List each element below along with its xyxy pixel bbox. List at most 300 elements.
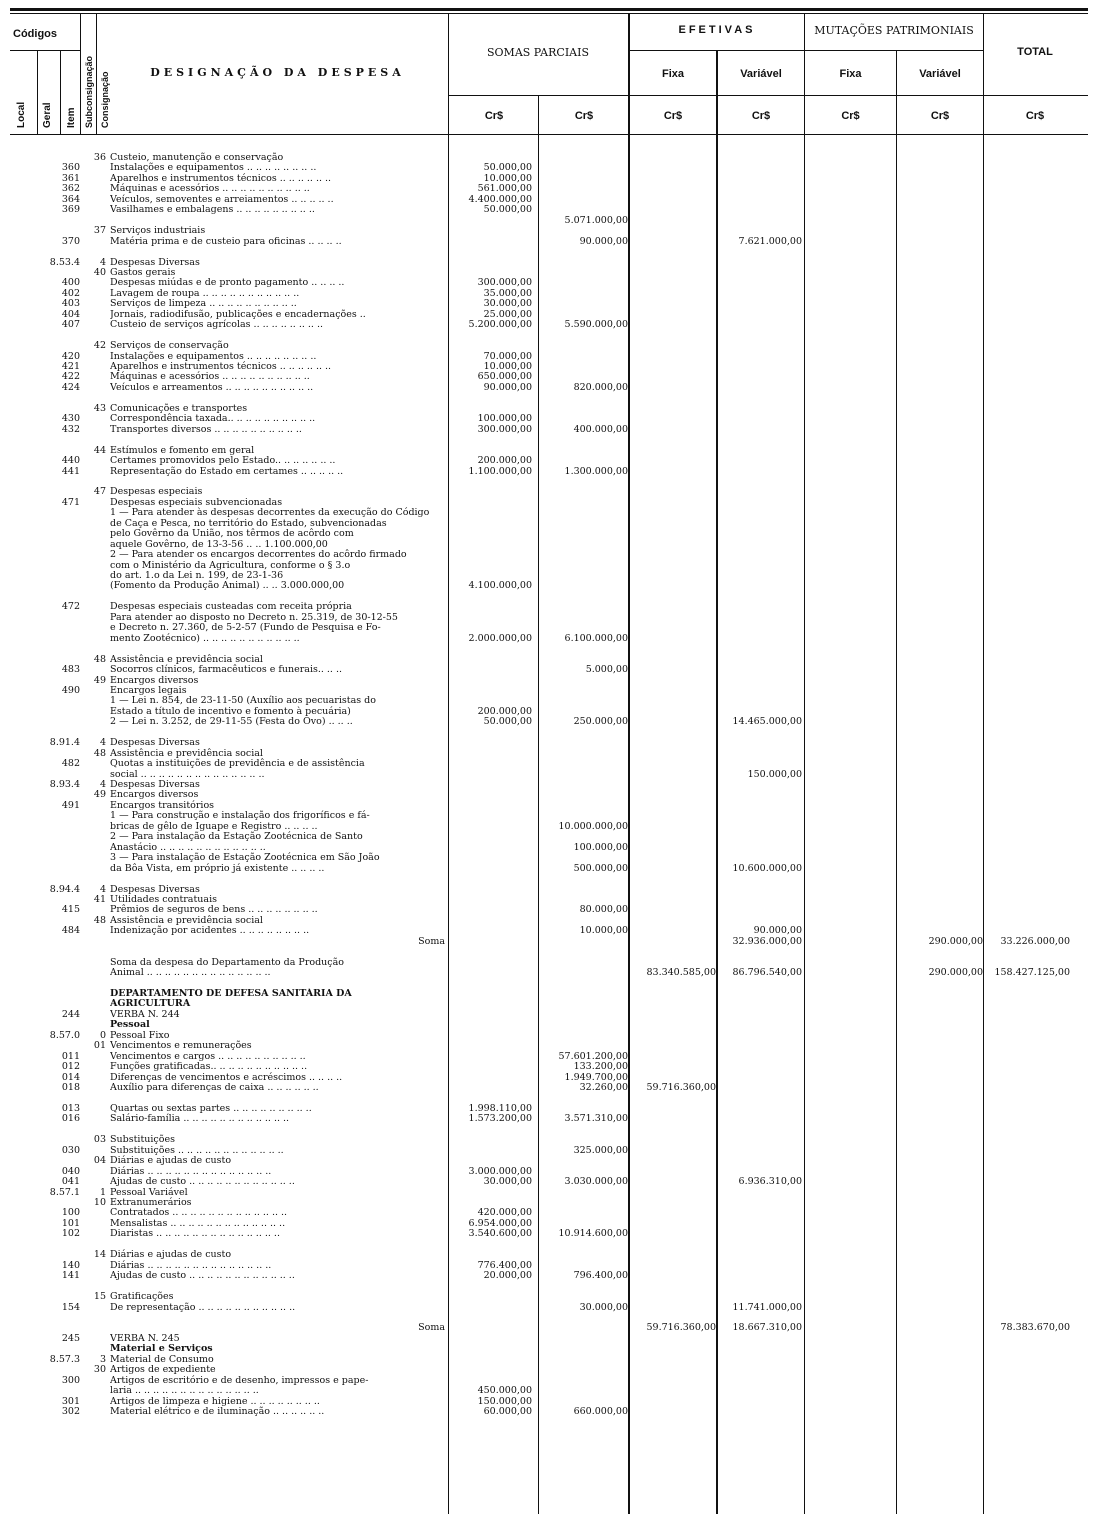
row-item: 01 [93,1040,106,1052]
row-item: 48 [93,914,106,926]
row-desc: Material de Consumo [110,1353,214,1365]
row-v1: 300.000,00 [477,423,532,435]
table-row [0,622,1097,633]
row-item: 4 [99,737,106,749]
row-code: 422 [61,371,80,383]
row-desc: Assistência e previdência social [110,653,263,665]
row-desc: Material e Serviços [110,1343,213,1355]
table-row [0,925,1097,936]
table-row [0,570,1097,581]
header-bottom-rule [10,134,1088,135]
table-row [0,591,1097,602]
row-v1: 50.000,00 [483,162,532,174]
row-desc: Vencimentos e cargos .. .. .. .. .. .. .. .. .. .. [110,1050,306,1062]
table-row [0,392,1097,403]
table-row [0,1082,1097,1093]
table-row [0,1176,1097,1187]
row-code: 430 [61,413,80,425]
row-desc: Artigos de limpeza e higiene .. .. .. .. .. .. .. .. [110,1395,320,1407]
efetivas-header: EFETIVAS [678,24,756,36]
table-row [0,873,1097,884]
row-desc: Aparelhos e instrumentos técnicos .. .. .. .. .. .. [110,172,332,184]
efetivas-fixa-header: Fixa [661,68,684,80]
row-v1: 776.400,00 [477,1259,532,1271]
row-item: 47 [93,486,106,498]
table-row [0,445,1097,456]
table-row [0,486,1097,497]
mutacoes-header: MUTAÇÕES PATRIMONIAIS [814,24,974,37]
row-v4: 18.667.310,00 [732,1322,802,1334]
row-desc: Máquinas e acessórios .. .. .. .. .. .. .. .. .. .. [110,183,310,195]
row-desc: Custeio de serviços agrícolas .. .. .. .. .. .. .. .. [110,319,323,331]
row-v2: 1.949.700,00 [564,1071,628,1083]
row-v4: 6.936.310,00 [738,1176,802,1188]
row-item: 15 [93,1291,106,1303]
row-code: 100 [61,1207,80,1219]
row-desc: Aparelhos e instrumentos técnicos .. .. .. .. .. .. [110,361,332,372]
table-row [0,936,1097,947]
row-v1: 3.000.000,00 [468,1165,532,1177]
table-row [0,236,1097,247]
item-header: Item [66,107,77,128]
currency-label: Cr$ [930,110,950,122]
table-row [0,1218,1097,1229]
row-desc: De representação .. .. .. .. .. .. .. .. .. .. .. [110,1301,296,1313]
row-desc: Gastos gerais [110,266,176,278]
row-v2: 796.400,00 [573,1270,628,1282]
row-code: 424 [61,381,80,393]
row-desc: Vencimentos e remunerações [110,1040,252,1052]
row-code: 370 [61,235,80,247]
row-code: 140 [61,1259,80,1271]
table-row [0,695,1097,706]
row-v1: 561.000,00 [477,183,532,195]
row-code: 364 [61,193,80,205]
row-v1: 5.200.000,00 [468,319,532,331]
table-row [0,946,1097,957]
row-desc: Serviços industriais [110,225,206,237]
col-rule [37,50,38,134]
row-code: 030 [61,1144,80,1156]
row-desc: Utilidades contratuais [110,893,217,905]
row-desc: Comunicações e transportes [110,402,248,414]
row-v2: 32.260,00 [579,1082,628,1094]
row-desc: Contratados .. .. .. .. .. .. .. .. .. .. .. .. .. [110,1207,288,1219]
row-desc: da Bôa Vista, em próprio já existente .. .. .. .. [110,862,325,874]
row-desc: com o Ministério da Agricultura, conforme o § 3.o [110,559,351,571]
row-desc: Custeio, manutenção e conservação [110,152,284,163]
row-v1: 1.573.200,00 [468,1113,532,1125]
row-code: 8.53.4 [49,256,80,268]
row-code: 8.91.4 [49,737,80,749]
row-v1: 6.954.000,00 [468,1217,532,1229]
local-header: Local [16,101,27,128]
row-code: 8.57.3 [49,1353,80,1365]
row-desc: Pessoal Fixo [110,1029,170,1041]
table-row [0,549,1097,560]
row-desc: e Decreto n. 27.360, de 5-2-57 (Fundo de Pesquisa e Fo- [110,622,381,634]
table-row [0,1228,1097,1239]
table-row [0,852,1097,863]
row-desc: Estado a título de incentivo e fomento à pecuária) [110,705,351,717]
row-v2: 30.000,00 [579,1301,628,1313]
row-code: 402 [61,287,80,299]
table-row [0,267,1097,278]
row-v1: 300.000,00 [477,277,532,289]
row-v1: 2.000.000,00 [468,632,532,644]
row-desc: Diárias e ajudas de custo [110,1155,232,1167]
row-desc: Vasilhames e embalagens .. .. .. .. .. .. .. .. .. [110,204,315,216]
table-row [0,601,1097,612]
table-row [0,225,1097,236]
row-v3: 83.340.585,00 [646,967,716,979]
row-desc: Diárias .. .. .. .. .. .. .. .. .. .. .. .. .. .. [110,1259,272,1271]
row-desc: Soma [418,935,445,947]
row-code: 014 [61,1071,80,1083]
row-desc: Quotas a instituições de previdência e de assistência [110,758,365,770]
row-item: 42 [93,340,106,352]
somas-parciais-header: SOMAS PARCIAIS [487,46,589,59]
table-row [0,434,1097,445]
row-item: 30 [93,1364,106,1376]
row-desc: Máquinas e acessórios .. .. .. .. .. .. .. .. .. .. [110,371,310,383]
row-code: 154 [61,1301,80,1313]
table-row [0,789,1097,800]
row-desc: Quartas ou sextas partes .. .. .. .. .. .. .. .. .. [110,1102,312,1114]
row-desc: Despesas Diversas [110,779,200,790]
table-row [0,1145,1097,1156]
row-v1: 1.100.000,00 [468,465,532,477]
row-v2: 90.000,00 [579,235,628,247]
row-v2: 10.000,00 [579,925,628,937]
row-code: 102 [61,1228,80,1240]
row-item: 44 [93,444,106,456]
row-v7: 78.383.670,00 [1000,1322,1070,1334]
row-code: 016 [61,1113,80,1125]
table-row [0,413,1097,424]
row-desc: Veículos e arreamentos .. .. .. .. .. .. .. .. .. .. [110,381,314,393]
row-v1: 20.000,00 [483,1270,532,1282]
table-row [0,1197,1097,1208]
row-code: 361 [61,172,80,184]
row-code: 362 [61,183,80,195]
row-desc: pelo Govêrno da União, nos têrmos de acôrdo com [110,528,354,540]
row-code: 404 [61,308,80,320]
table-row [0,1166,1097,1177]
row-v7: 33.226.000,00 [1000,935,1070,947]
row-v3: 59.716.360,00 [646,1082,716,1094]
row-desc: Serviços de conservação [110,340,229,352]
row-v4: 150.000,00 [747,768,802,780]
table-row [0,340,1097,351]
row-code: 8.94.4 [49,883,80,895]
row-v1: 420.000,00 [477,1207,532,1219]
row-code: 403 [61,298,80,310]
row-desc: DEPARTAMENTO DE DEFESA SANITÁRIA DA [110,988,352,999]
row-code: 013 [61,1102,80,1114]
table-row [0,988,1097,999]
table-row [0,215,1097,226]
table-row [0,1302,1097,1313]
table-row [0,528,1097,539]
row-desc: 1 — Lei n. 854, de 23-11-50 (Auxílio aos pecuaristas do [110,695,376,707]
row-v6: 290.000,00 [928,967,983,979]
row-item: 36 [93,152,106,163]
table-row [0,821,1097,832]
row-desc: Encargos transitórios [110,799,215,811]
row-v4: 14.465.000,00 [732,716,802,728]
table-row [0,277,1097,288]
row-v4: 90.000,00 [753,925,802,937]
row-desc: Ajudas de custo .. .. .. .. .. .. .. .. .. .. .. .. [110,1176,295,1188]
row-v4: 10.600.000,00 [732,862,802,874]
currency-label: Cr$ [663,110,683,122]
row-v2: 5.590.000,00 [564,319,628,331]
table-row [0,685,1097,696]
row-v1: 150.000,00 [477,1395,532,1407]
row-desc: VERBA N. 244 [110,1008,180,1020]
table-row [0,1207,1097,1218]
row-desc: VERBA N. 245 [110,1332,180,1344]
table-row [0,1354,1097,1365]
row-v1: 90.000,00 [483,381,532,393]
table-row [0,957,1097,968]
table-row [0,1187,1097,1198]
row-desc: Jornais, radiodifusão, publicações e encadernações .. [110,308,366,320]
row-desc: Salário-família .. .. .. .. .. .. .. .. .. .. .. .. [110,1113,290,1125]
table-row [0,998,1097,1009]
row-desc: 2 — Para instalação da Estação Zootécnica de Santo [110,831,363,843]
row-desc: de Caça e Pesca, no território do Estado, subvencionadas [110,517,387,529]
row-v1: 10.000,00 [483,172,532,184]
row-desc: Gratificações [110,1291,174,1303]
table-row [0,382,1097,393]
row-item: 43 [93,402,106,414]
table-row [0,831,1097,842]
row-item: 4 [99,883,106,895]
table-row [0,1312,1097,1323]
row-desc: Artigos de escritório e de desenho, impressos e pape- [110,1374,369,1386]
row-desc: Matéria prima e de custeio para oficinas .. .. .. .. [110,235,342,247]
row-desc: Diferenças de vencimentos e acréscimos .. .. .. .. [110,1071,343,1083]
table-row [0,173,1097,184]
table-row [0,246,1097,257]
top-rule [10,8,1088,11]
row-code: 012 [61,1061,80,1073]
table-row [0,904,1097,915]
table-row [0,675,1097,686]
table-row [0,1375,1097,1386]
row-desc: Despesas especiais [110,486,203,498]
row-desc: Mensalistas .. .. .. .. .. .. .. .. .. .. .. .. .. [110,1217,286,1229]
row-desc: social .. .. .. .. .. .. .. .. .. .. .. .. .. .. [110,768,265,780]
row-v4: 7.621.000,00 [738,235,802,247]
row-v7: 158.427.125,00 [994,967,1070,979]
row-desc: Despesas Diversas [110,737,200,749]
row-desc: Indenização por acidentes .. .. .. .. .. .. .. .. [110,925,310,937]
table-row [0,539,1097,550]
row-code: 245 [61,1332,80,1344]
row-desc: Diárias e ajudas de custo [110,1249,232,1261]
row-item: 1 [99,1186,106,1198]
row-desc: Assistência e previdência social [110,914,263,926]
row-desc: do art. 1.o da Lei n. 199, de 23-1-36 [110,570,284,581]
row-v2: 5.071.000,00 [564,214,628,226]
row-v2: 1.300.000,00 [564,465,628,477]
row-v1: 25.000,00 [483,308,532,320]
table-row [0,633,1097,644]
row-desc: Serviços de limpeza .. .. .. .. .. .. .. .. .. .. [110,298,297,310]
table-row [0,1155,1097,1166]
row-v2: 57.601.200,00 [558,1050,628,1062]
row-desc: Encargos diversos [110,789,199,801]
row-v2: 100.000,00 [573,841,628,853]
row-desc: Ajudas de custo .. .. .. .. .. .. .. .. .. .. .. .. [110,1270,295,1282]
row-v1: 30.000,00 [483,298,532,310]
row-code: 421 [61,361,80,372]
table-row [0,162,1097,173]
currency-label: Cr$ [1025,110,1045,122]
row-code: 244 [61,1008,80,1020]
row-desc: 1 — Para construção e instalação dos frigoríficos e fá- [110,810,370,822]
table-row [0,978,1097,989]
row-desc: Despesas miúdas e de pronto pagamento .. .. .. .. [110,277,345,289]
row-item: 49 [93,674,106,686]
table-row [0,257,1097,268]
row-v1: 200.000,00 [477,455,532,467]
row-desc: Pessoal Variável [110,1186,188,1198]
table-row [0,183,1097,194]
table-row [0,779,1097,790]
table-row [0,476,1097,487]
table-row [0,706,1097,717]
table-row [0,884,1097,895]
row-code: 490 [61,684,80,696]
table-row [0,716,1097,727]
mutacoes-variavel-header: Variável [919,68,961,80]
row-desc: mento Zootécnico) .. .. .. .. .. .. .. .. .. .. .. [110,632,300,644]
mutacoes-fixa-header: Fixa [839,68,862,80]
table-row [0,507,1097,518]
row-v2: 820.000,00 [573,381,628,393]
table-row [0,152,1097,163]
currency-label: Cr$ [484,110,504,122]
row-desc: Instalações e equipamentos .. .. .. .. .. .. .. .. [110,350,317,362]
total-header: TOTAL [1017,46,1053,58]
table-row [0,654,1097,665]
table-row [0,371,1097,382]
row-code: 491 [61,799,80,811]
table-row [0,288,1097,299]
row-desc: Substituições .. .. .. .. .. .. .. .. .. .. .. .. [110,1144,284,1156]
row-v1: 70.000,00 [483,350,532,362]
row-desc: Despesas especiais subvencionadas [110,496,283,508]
row-code: 415 [61,904,80,916]
table-row [0,204,1097,215]
table-row [0,737,1097,748]
row-v2: 6.100.000,00 [564,632,628,644]
row-v2: 3.571.310,00 [564,1113,628,1125]
row-code: 8.57.1 [49,1186,80,1198]
row-item: 37 [93,225,106,237]
row-v1: 100.000,00 [477,413,532,425]
hdr-rule [628,50,983,51]
row-desc: Certames promovidos pelo Estado.. .. .. .. .. .. .. [110,455,336,467]
table-row [0,1103,1097,1114]
table-row [0,1249,1097,1260]
row-item: 14 [93,1249,106,1261]
designacao-header: DESIGNAÇÃO DA DESPESA [150,66,405,79]
codigos-header: Códigos [13,28,57,40]
row-item: 40 [93,266,106,278]
table-row [0,800,1097,811]
row-desc: Despesas Diversas [110,883,200,895]
row-item: 04 [93,1155,106,1167]
row-code: 011 [61,1050,80,1062]
table-row [0,1124,1097,1135]
row-code: 301 [61,1395,80,1407]
row-desc: Assistência e previdência social [110,747,263,759]
row-desc: laria .. .. .. .. .. .. .. .. .. .. .. .. .. .. [110,1385,259,1397]
table-row [0,1333,1097,1344]
row-v2: 325.000,00 [573,1144,628,1156]
geral-header: Geral [42,102,53,128]
table-row [0,194,1097,205]
row-code: 369 [61,204,80,216]
row-desc: Funções gratificadas.. .. .. .. .. .. .. .. .. .. .. [110,1061,308,1073]
row-v1: 650.000,00 [477,371,532,383]
row-desc: 2 — Lei n. 3.252, de 29-11-55 (Festa do Ovo) .. .. .. [110,716,353,728]
col-rule [60,50,61,134]
table-row [0,1093,1097,1104]
row-desc: Encargos legais [110,684,187,696]
row-code: 141 [61,1270,80,1282]
row-code: 440 [61,455,80,467]
table-row [0,1239,1097,1250]
row-desc: Despesas especiais custeadas com receita própria [110,601,352,613]
row-code: 420 [61,350,80,362]
row-code: 472 [61,601,80,613]
table-row [0,1061,1097,1072]
table-row [0,560,1097,571]
row-v1: 30.000,00 [483,1176,532,1188]
table-row [0,1134,1097,1145]
table-row [0,1009,1097,1020]
row-desc: Correspondência taxada.. .. .. .. .. .. .. .. .. .. [110,413,316,425]
row-desc: Estímulos e fomento em geral [110,444,255,456]
row-code: 360 [61,162,80,174]
row-item: 48 [93,653,106,665]
table-row [0,863,1097,874]
currency-label: Cr$ [574,110,594,122]
row-code: 101 [61,1217,80,1229]
row-v1: 4.100.000,00 [468,580,532,592]
row-code: 483 [61,664,80,676]
row-v1: 200.000,00 [477,705,532,717]
table-row [0,1364,1097,1375]
row-item: 3 [99,1353,106,1365]
row-v4: 86.796.540,00 [732,967,802,979]
row-item: 0 [99,1029,106,1041]
row-v2: 5.000,00 [585,664,628,676]
row-v1: 50.000,00 [483,204,532,216]
row-code: 400 [61,277,80,289]
table-row [0,643,1097,654]
table-row [0,727,1097,738]
row-item: 49 [93,789,106,801]
row-v6: 290.000,00 [928,935,983,947]
consignacao-header: Consignação [100,71,110,128]
